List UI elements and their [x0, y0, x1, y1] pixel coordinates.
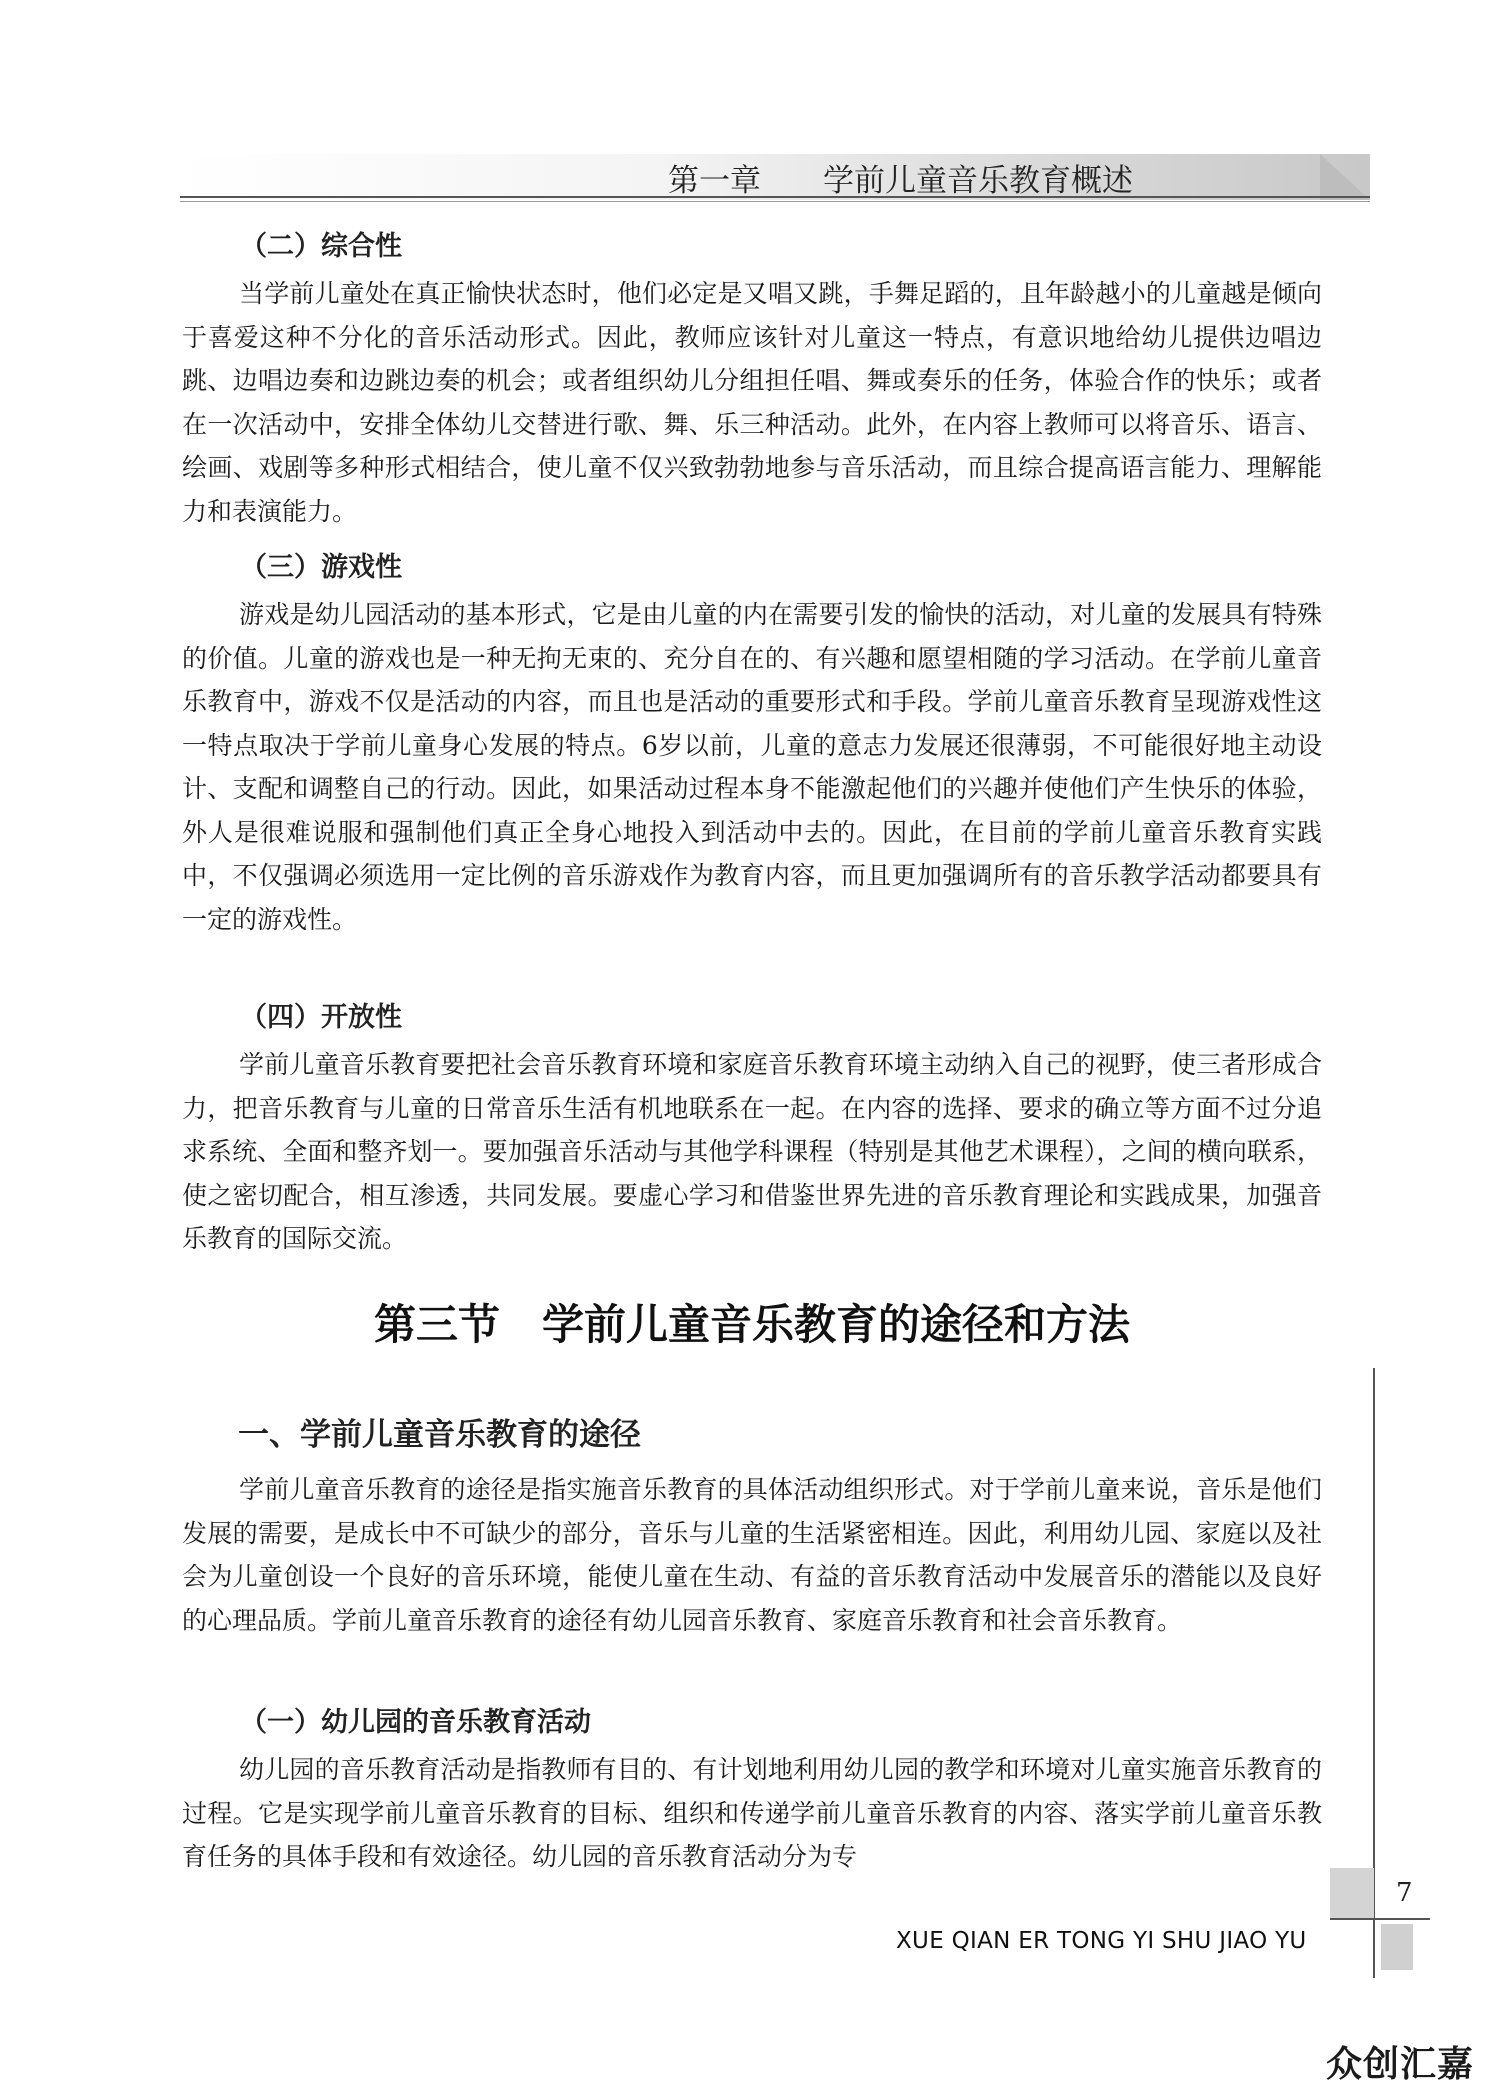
- header-corner-decoration: [1320, 154, 1370, 200]
- footer-gray-block: [1381, 1924, 1413, 1970]
- section-heading-playfulness: （三）游戏性: [240, 552, 402, 583]
- footer-rule: [1330, 1918, 1430, 1920]
- header-rule-thin: [180, 201, 1370, 202]
- watermark-logo: 众创汇嘉: [1326, 2044, 1475, 2085]
- subsection-title: 一、学前儿童音乐教育的途径: [238, 1417, 641, 1453]
- page-number-box: [1330, 1868, 1374, 1920]
- section-heading-openness: （四）开放性: [240, 1002, 402, 1033]
- paragraph-kindergarten: [182, 1748, 1322, 1879]
- footer-series-title: XUE QIAN ER TONG YI SHU JIAO YU: [896, 1928, 1307, 1954]
- section-title: 第三节 学前儿童音乐教育的途径和方法: [373, 1300, 1130, 1349]
- paragraph-approaches: [182, 1468, 1322, 1642]
- paragraph-playfulness: [182, 593, 1322, 941]
- running-head: 第一章 学前儿童音乐教育概述: [668, 163, 1133, 199]
- paragraph-openness: [182, 1043, 1322, 1261]
- paragraph-text: 学前儿童音乐教育的途径是指实施音乐教育的具体活动组织形式。对于学前儿童来说，音乐是他们发展的需要，是成长中不可缺少的部分，音乐与儿童的生活紧密相连。因此，利用幼儿园、家庭以及社会为儿童创设一个良好的音乐环境，能使儿童在生动、有益的音乐教育活动中发展音乐的潜能以及良好的心理品质。学前儿童音乐教育的途径有幼儿园音乐教育、家庭音乐教育和社会音乐教育。: [182, 1475, 1322, 1635]
- paragraph-text: 当学前儿童处在真正愉快状态时，他们必定是又唱又跳，手舞足蹈的，且年龄越小的儿童越是倾向于喜爱这种不分化的音乐活动形式。因此，教师应该针对儿童这一特点，有意识地给幼儿提供边唱边跳、边唱边奏和边跳边奏的机会；或者组织幼儿分组担任唱、舞或奏乐的任务，体验合作的快乐；或者在一次活动中，安排全体幼儿交替进行歌、舞、乐三种活动。此外，在内容上教师可以将音乐、语言、绘画、戏剧等多种形式相结合，使儿童不仅兴致勃勃地参与音乐活动，而且综合提高语言能力、理解能力和表演能力。: [182, 279, 1322, 526]
- item-heading-kindergarten: （一）幼儿园的音乐教育活动: [240, 1707, 591, 1738]
- page-number: 7: [1396, 1878, 1413, 1908]
- paragraph-text: 幼儿园的音乐教育活动是指教师有目的、有计划地利用幼儿园的教学和环境对儿童实施音乐教育的过程。它是实现学前儿童音乐教育的目标、组织和传递学前儿童音乐教育的内容、落实学前儿童音乐教育任务的具体手段和有效途径。幼儿园的音乐教育活动分为专: [182, 1755, 1322, 1871]
- paragraph-comprehensive: [182, 272, 1322, 533]
- section-heading-comprehensive: （二）综合性: [240, 231, 402, 262]
- paragraph-text: 游戏是幼儿园活动的基本形式，它是由儿童的内在需要引发的愉快的活动，对儿童的发展具有特殊的价值。儿童的游戏也是一种无拘无束的、充分自在的、有兴趣和愿望相随的学习活动。在学前儿童音乐教育中，游戏不仅是活动的内容，而且也是活动的重要形式和手段。学前儿童音乐教育呈现游戏性这一特点取决于学前儿童身心发展的特点。6岁以前，儿童的意志力发展还很薄弱，不可能很好地主动设计、支配和调整自己的行动。因此，如果活动过程本身不能激起他们的兴趣并使他们产生快乐的体验，外人是很难说服和强制他们真正全身心地投入到活动中去的。因此，在目前的学前儿童音乐教育实践中，不仅强调必须选用一定比例的音乐游戏作为教育内容，而且更加强调所有的音乐教学活动都要具有一定的游戏性。: [182, 600, 1322, 934]
- paragraph-text: 学前儿童音乐教育要把社会音乐教育环境和家庭音乐教育环境主动纳入自己的视野，使三者形成合力，把音乐教育与儿童的日常音乐生活有机地联系在一起。在内容的选择、要求的确立等方面不过分追求系统、全面和整齐划一。要加强音乐活动与其他学科课程（特别是其他艺术课程），之间的横向联系，使之密切配合，相互渗透，共同发展。要虚心学习和借鉴世界先进的音乐教育理论和实践成果，加强音乐教育的国际交流。: [182, 1050, 1322, 1253]
